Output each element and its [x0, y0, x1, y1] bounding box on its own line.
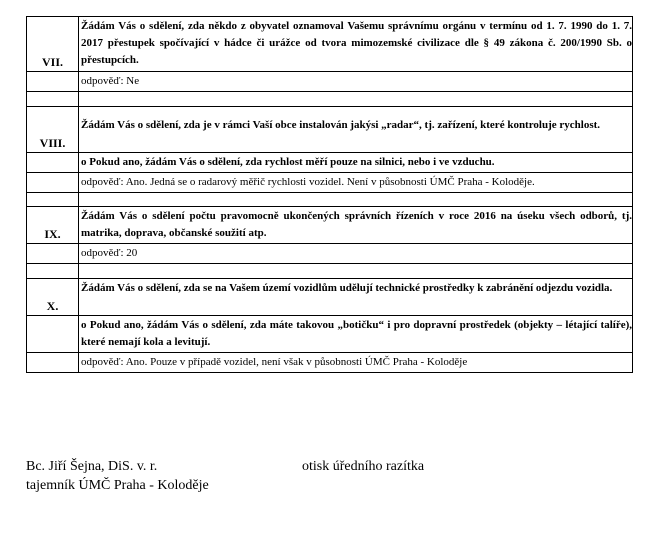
- signature-block: [26, 457, 209, 495]
- answer-text: odpověď: 20: [79, 244, 633, 264]
- stamp-text: otisk úředního razítka: [302, 459, 425, 474]
- section-vii-answer-row: [27, 72, 633, 92]
- spacer-row: [27, 264, 633, 279]
- answer-text: odpověď: Ano. Jedná se o radarový měřič rychlosti vozidel. Není v působnosti ÚMČ Praha - Koloděje.: [79, 173, 633, 193]
- section-viii-answer-row: [27, 173, 633, 193]
- signer-title: tajemník ÚMČ Praha - Koloděje: [26, 478, 209, 493]
- question-text: Žádám Vás o sdělení, zda je v rámci Vaší obce instalován jakýsi „radar“, tj. zařízení, které kontroluje rychlost.: [79, 107, 633, 153]
- numeral-cell-empty: [27, 173, 79, 193]
- section-ix-question-row: [27, 207, 633, 244]
- section-viii-question-row: [27, 107, 633, 153]
- subquestion-text: o Pokud ano, žádám Vás o sdělení, zda rychlost měří pouze na silnici, nebo i ve vzduchu.: [79, 153, 633, 173]
- section-numeral: X.: [27, 279, 79, 316]
- section-viii-subquestion-row: [27, 153, 633, 173]
- section-numeral: VIII.: [27, 107, 79, 153]
- answer-text: odpověď: Ano. Pouze v případě vozidel, není však v působnosti ÚMČ Praha - Koloděje: [79, 353, 633, 373]
- question-text: Žádám Vás o sdělení, zda někdo z obyvatel oznamoval Vašemu správnímu orgánu v termínu od 1. 7. 1990 do 1. 7. 2017 přestupek spočívající v hádce či urážce od tvora mimozemské civilizace dle § 49 zákona č. 200/1990 Sb. o přestupcích.: [79, 17, 633, 72]
- stamp-placeholder: [302, 457, 424, 476]
- question-text: Žádám Vás o sdělení počtu pravomocně ukončených správních řízeních v roce 2016 na úseku všech odborů, tj. matrika, doprava, občanské soužití atp.: [79, 207, 633, 244]
- signer-name: Bc. Jiří Šejna, DiS. v. r.: [26, 459, 158, 474]
- question-text: Žádám Vás o sdělení, zda se na Vašem území vozidlům udělují technické prostředky k zabránění odjezdu vozidla.: [79, 279, 633, 316]
- section-numeral: IX.: [27, 207, 79, 244]
- section-ix-answer-row: [27, 244, 633, 264]
- subquestion-text: o Pokud ano, žádám Vás o sdělení, zda máte takovou „botičku“ i pro dopravní prostředek (objekty – létající talíře), které nemají kola a levitují.: [79, 316, 633, 353]
- spacer-row: [27, 193, 633, 207]
- section-x-subquestion-row: [27, 316, 633, 353]
- request-answers-table: [26, 16, 633, 373]
- numeral-cell-empty: [27, 244, 79, 264]
- spacer-row: [27, 92, 633, 107]
- section-vii-question-row: [27, 17, 633, 72]
- section-x-answer-row: [27, 353, 633, 373]
- numeral-cell-empty: [27, 316, 79, 353]
- numeral-cell-empty: [27, 153, 79, 173]
- numeral-cell-empty: [27, 353, 79, 373]
- section-x-question-row: [27, 279, 633, 316]
- numeral-cell-empty: [27, 72, 79, 92]
- answer-text: odpověď: Ne: [79, 72, 633, 92]
- section-numeral: VII.: [27, 17, 79, 72]
